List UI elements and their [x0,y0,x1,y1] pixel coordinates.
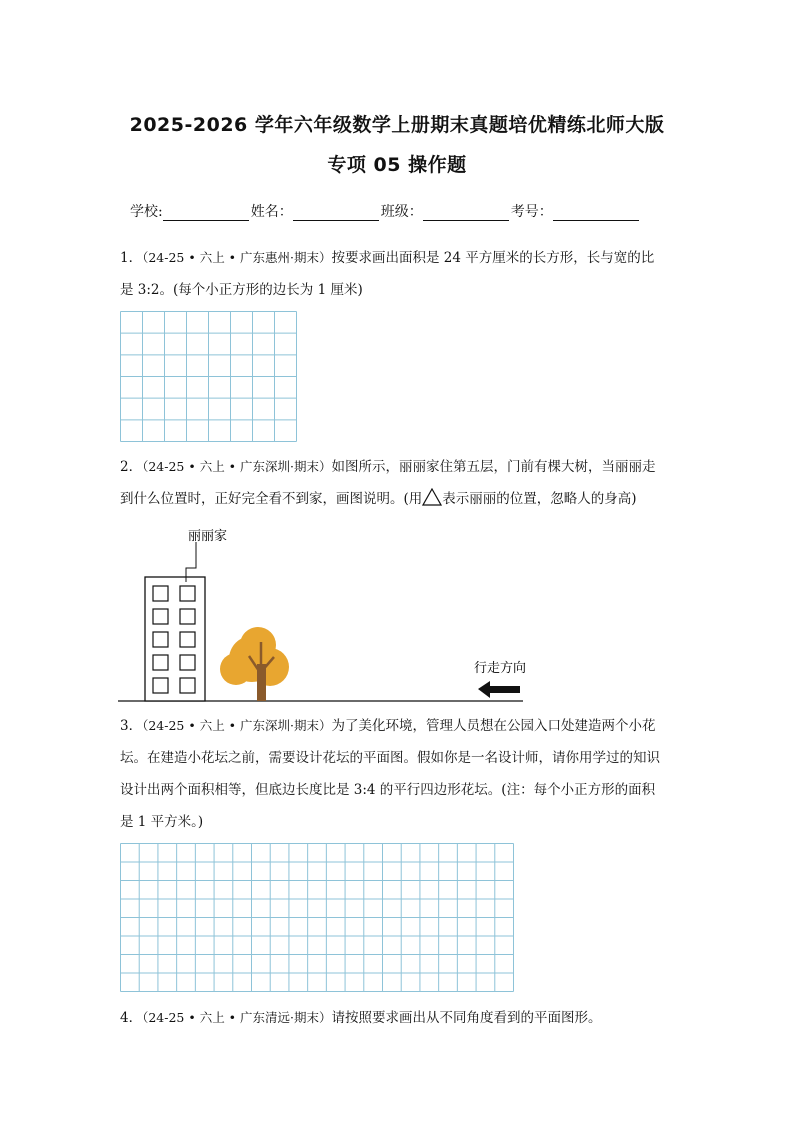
question-text-line3: 设计出两个面积相等，但底边长度比是 3:4 的平行四边形花坛。(注：每个小正方形的面积 [120,782,656,798]
tree [220,627,289,701]
window [153,586,168,601]
exam-number-label: 考号： [510,204,553,220]
arrow-left-icon [478,681,520,698]
triangle-icon [422,488,442,506]
name-blank[interactable] [293,204,379,221]
question-text: 请按照要求画出从不同角度看到的平面图形。 [331,1010,602,1026]
question-1 [120,242,680,306]
question-number: 1． [120,250,143,266]
question-number: 4． [120,1010,143,1026]
page-title: 2025-2026 学年六年级数学上册期末真题培优精练北师大版 [129,114,665,136]
class-label: 班级： [380,204,423,220]
question-2 [120,451,680,515]
home-callout-line [186,542,196,582]
question-4 [120,1002,680,1034]
question-text: 如图所示，丽丽家住第五层，门前有棵大树，当丽丽走 [331,459,656,475]
question-text-line2a: 到什么位置时，正好完全看不到家，画图说明。(用 [120,491,423,507]
question-source: （24-25 • 六上 • 广东深圳·期末） [142,718,332,733]
direction-label: 行走方向 [474,661,527,676]
student-info-row [130,201,690,221]
question-text: 按要求画出面积是 24 平方厘米的长方形，长与宽的比 [331,250,655,266]
window [153,632,168,647]
question-source: （24-25 • 六上 • 广东深圳·期末） [142,459,332,474]
window [153,655,168,670]
question-number: 3． [120,718,143,734]
window [180,609,195,624]
window [180,586,195,601]
page-subtitle: 专项 05 操作题 [327,154,467,176]
question-text-line2: 是 3:2。(每个小正方形的边长为 1 厘米) [120,282,363,298]
question-text-line2: 坛。在建造小花坛之前，需要设计花坛的平面图。假如你是一名设计师，请你用学过的知识 [120,750,660,766]
name-label: 姓名： [250,204,293,220]
question-source: （24-25 • 六上 • 广东惠州·期末） [142,250,332,265]
class-blank[interactable] [423,204,509,221]
home-label: 丽丽家 [188,529,228,544]
exam-number-blank[interactable] [553,204,639,221]
window [153,678,168,693]
school-blank[interactable] [163,204,249,221]
window [153,609,168,624]
question-2-figure [118,524,528,706]
window [180,655,195,670]
question-3 [120,710,680,838]
question-1-grid[interactable] [120,311,297,442]
question-3-grid[interactable] [120,843,514,992]
window [180,632,195,647]
window [180,678,195,693]
question-number: 2． [120,459,143,475]
question-source: （24-25 • 六上 • 广东清远·期末） [142,1010,332,1025]
question-text-line2b: 表示丽丽的位置，忽略人的身高) [442,491,637,507]
question-text: 为了美化环境，管理人员想在公园入口处建造两个小花 [331,718,656,734]
question-text-line4: 是 1 平方米。) [120,814,204,830]
school-label: 学校: [130,204,163,220]
